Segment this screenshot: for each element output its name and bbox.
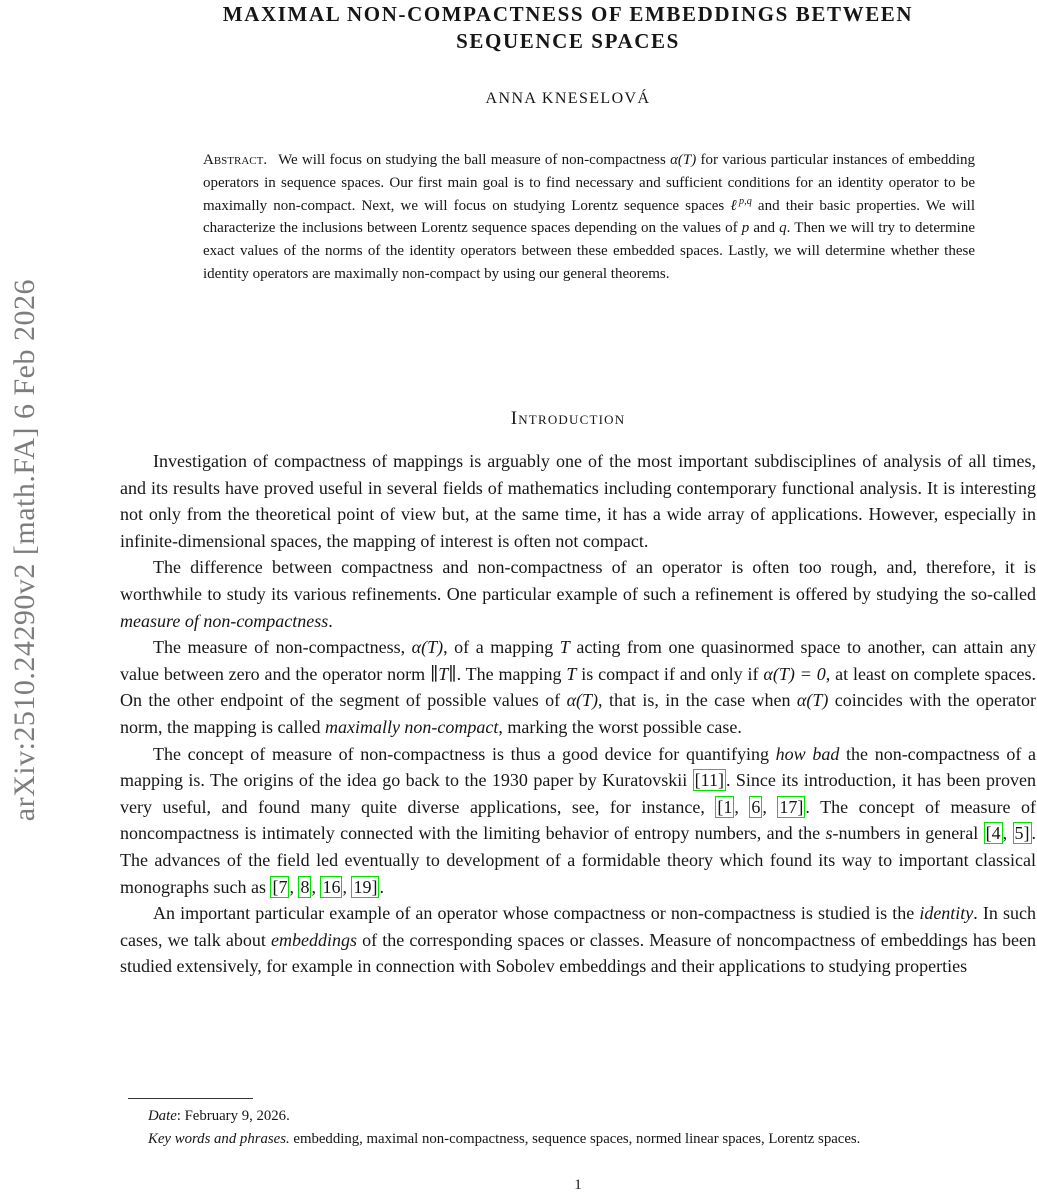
body-text [120, 448, 1036, 980]
paper-title-line1: MAXIMAL NON-COMPACTNESS OF EMBEDDINGS BETWEEN [222, 2, 914, 26]
paragraph [120, 448, 1036, 554]
footnote-date [120, 1105, 1036, 1128]
text-run: . Since its introduction, it has been proven very useful, and found many quite diverse applications, see, for instance, [120, 770, 1036, 817]
footnote-rule [128, 1098, 253, 1099]
text-run: , marking the worst possible case. [498, 716, 742, 737]
text-run: An important particular example of an operator whose compactness or non-compactness is studied is the [153, 903, 920, 924]
text-run: coincides with the operator norm, the mapping is called [120, 690, 1036, 737]
footnote-keywords [120, 1128, 1036, 1151]
text-run: . In such cases, we talk about [120, 903, 1036, 950]
citation-link[interactable]: 5] [1014, 823, 1030, 844]
text-run: for various particular instances of embedding operators in sequence spaces. Our first main goal is to find necessary and sufficient conditions for an identity operator to be maximally non-compact. Next, we will focus on studying Lorentz sequence spaces [203, 152, 975, 214]
math-text: T [559, 637, 570, 658]
citation-link[interactable]: [1 [717, 796, 733, 817]
text-run: , [311, 876, 321, 897]
math-text: q [779, 220, 787, 237]
citation-link[interactable]: [11] [694, 770, 724, 791]
text-run: of the corresponding spaces or classes. Measure of noncompactness of embeddings has been studied extensively, for example in connection with Sobolev embeddings and their applications to studying properties [120, 929, 1036, 977]
text-run: , [342, 876, 352, 897]
math-text: α(T) [411, 637, 444, 658]
text-run: The measure of non-compactness, [153, 637, 412, 658]
citation-link[interactable]: 19] [353, 876, 378, 897]
text-run: , [734, 796, 750, 817]
author-name: ANNA KNESELOVÁ [485, 90, 651, 107]
citation-link[interactable]: 16 [322, 876, 341, 897]
text-run: The concept of measure of non-compactness is thus a good device for quantifying [153, 743, 776, 764]
math-text: ℓ [730, 197, 740, 214]
text-run: , at least on complete spaces. On the other endpoint of the segment of possible values of [120, 663, 1036, 711]
text-run: . The mapping [456, 663, 567, 684]
keywords-label: Key words and phrases. [148, 1130, 290, 1147]
text-run: identity [919, 903, 974, 924]
keywords-text: embedding, maximal non-compactness, sequence spaces, normed linear spaces, Lorentz spaces. [289, 1130, 861, 1147]
text-run: acting from one quasinormed space to another, can attain any value between zero and the operator norm [120, 637, 1036, 684]
abstract-paragraph [203, 149, 975, 286]
citation-link[interactable]: 6 [751, 796, 761, 817]
paragraph [120, 741, 1036, 901]
citation-link[interactable]: 8 [300, 876, 310, 897]
text-run: , [289, 876, 299, 897]
text-run: The difference between compactness and non-compactness of an operator is often too rough, and, therefore, it is worthwhile to study its various refinements. One particular example of such a refinement is offered by studying the so-called [120, 557, 1036, 604]
date-label: Date [148, 1108, 177, 1124]
math-text: α(T) [566, 690, 599, 711]
text-run: , of a mapping [443, 637, 560, 658]
citation-link[interactable]: 17] [779, 796, 804, 817]
math-text: p,q [739, 195, 752, 207]
text-run: , that is, in the case when [598, 690, 797, 711]
paper-title-line2: SEQUENCE SPACES [456, 29, 680, 53]
arxiv-stamp-link[interactable]: arXiv:2510.24290v2 [math.FA] 6 Feb 2026 [8, 278, 41, 822]
text-run: . [328, 610, 333, 631]
abstract-text [203, 152, 975, 282]
math-text: s [825, 823, 833, 844]
text-run: embeddings [270, 929, 357, 950]
text-run: how bad [775, 743, 840, 764]
text-run: , [762, 796, 778, 817]
text-run: . The advances of the field led eventually to development of a formidable theory which found its way to important classical monographs such as [120, 823, 1037, 897]
arxiv-stamp-container [0, 160, 50, 940]
abstract-label: Abstract. [203, 152, 268, 168]
text-run: -numbers in general [832, 823, 984, 844]
paragraph [120, 634, 1036, 740]
text-run: Investigation of compactness of mappings is arguably one of the most important subdisciplines of analysis of all times, and its results have proved useful in several fields of mathematics including contemporary functional analysis. It is interesting not only from the theoretical point of view but, at the same time, it has a wide array of applications. However, especially in infinite-dimensional spaces, the mapping of interest is often not compact. [120, 451, 1036, 551]
text-run: . [379, 876, 384, 897]
math-text: α(T) = 0 [763, 663, 826, 684]
citation-link[interactable]: [7 [272, 876, 288, 897]
text-run: the non-compactness of a mapping is. The origins of the idea go back to the 1930 paper by Kuratovskii [120, 743, 1036, 791]
section-heading-introduction: Introduction [510, 408, 626, 429]
text-run: . Then we will try to determine exact values of the norms of the identity operators between these embedded spaces. Lastly, we will determine whether these identity operators are maximally non-compact by using our general theorems. [203, 220, 975, 282]
text-run: is compact if and only if [576, 663, 764, 684]
paragraph [120, 900, 1036, 980]
math-text: α(T) [670, 152, 697, 168]
math-text: ∥T∥ [429, 663, 457, 684]
text-run: and their basic properties. We will characterize the inclusions between Lorentz sequence spaces depending on the values of [203, 197, 975, 237]
page-number: 1 [574, 1177, 582, 1193]
text-run: maximally non-compact [324, 716, 499, 737]
math-text: T [566, 663, 577, 684]
footnote-block [120, 1098, 1036, 1150]
paper-title [110, 1, 1026, 55]
text-run: We will focus on studying the ball measure of non-compactness [274, 152, 671, 168]
math-text: p [741, 220, 750, 237]
text-run: , [1002, 823, 1013, 844]
text-run: and [749, 220, 780, 237]
date-text: : February 9, 2026. [176, 1108, 290, 1124]
math-text: α(T) [796, 690, 829, 711]
text-run: . The concept of measure of noncompactness is intimately connected with the limiting behavior of entropy numbers, and the [120, 796, 1037, 844]
paragraph [120, 554, 1036, 634]
citation-link[interactable]: [4 [985, 823, 1001, 844]
abstract-block [203, 149, 975, 286]
text-run: measure of non-compactness [120, 610, 329, 631]
